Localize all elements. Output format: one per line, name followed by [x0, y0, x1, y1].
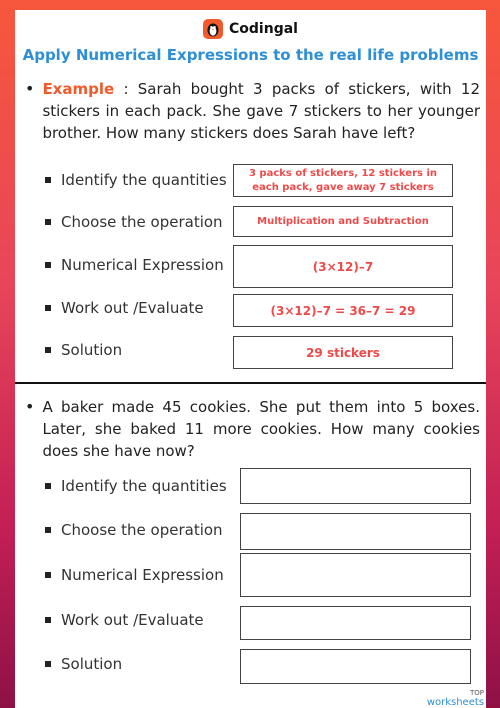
- example-question: • Example : Sarah bought 3 packs of stickers, with 12 stickers in each pack. She gave 7 stickers to her younger brother. How many stickers does Sarah have left?: [25, 79, 481, 142]
- example-answer-evaluate: (3×12)–7 = 36–7 = 29: [233, 294, 453, 327]
- brand-name: Codingal: [229, 21, 298, 37]
- bullet-icon: •: [25, 79, 35, 98]
- worksheet-page: [15, 10, 486, 708]
- example-answer-solution: 29 stickers: [233, 336, 453, 369]
- exercise-question-text: A baker made 45 cookies. She put them into 5 boxes. Later, she baked 11 more cookies. How many cookies does she have now?: [42, 398, 480, 460]
- topworksheets-watermark: TOP worksheets: [426, 689, 484, 708]
- worksheet-title: Apply Numerical Expressions to the real life problems: [22, 46, 479, 64]
- exercise-step-evaluate: Work out /Evaluate: [45, 605, 204, 635]
- square-bullet-icon: [45, 347, 51, 353]
- bullet-icon: •: [25, 397, 35, 416]
- exercise-answer-solution[interactable]: [240, 649, 471, 684]
- exercise-question: [25, 396, 480, 462]
- section-divider: [15, 382, 486, 384]
- example-question-text: Sarah bought 3 packs of stickers, with 12 stickers in each pack. She gave 7 stickers to her younger brother. How many stickers does Sarah have left?: [42, 80, 481, 142]
- example-step-evaluate: Work out /Evaluate: [45, 293, 204, 323]
- square-bullet-icon: [45, 661, 51, 667]
- square-bullet-icon: [45, 219, 51, 225]
- square-bullet-icon: [45, 262, 51, 268]
- exercise-answer-evaluate[interactable]: [240, 606, 471, 640]
- exercise-answer-expression[interactable]: [240, 553, 471, 597]
- exercise-step-expression: Numerical Expression: [45, 560, 224, 590]
- square-bullet-icon: [45, 617, 51, 623]
- exercise-step-operation: Choose the operation: [45, 515, 223, 545]
- example-step-quantities: Identify the quantities: [45, 165, 227, 195]
- example-answer-expression: (3×12)–7: [233, 245, 453, 288]
- square-bullet-icon: [45, 483, 51, 489]
- exercise-step-quantities: Identify the quantities: [45, 471, 227, 501]
- example-step-operation: Choose the operation: [45, 207, 223, 237]
- square-bullet-icon: [45, 177, 51, 183]
- example-label: Example: [42, 80, 115, 98]
- square-bullet-icon: [45, 527, 51, 533]
- exercise-answer-operation[interactable]: [240, 513, 471, 550]
- example-answer-operation: Multiplication and Subtraction: [233, 206, 453, 237]
- exercise-answer-quantities[interactable]: [240, 468, 471, 504]
- exercise-step-solution: Solution: [45, 649, 122, 679]
- example-step-solution: Solution: [45, 335, 122, 365]
- brand-header: [15, 16, 486, 42]
- square-bullet-icon: [45, 305, 51, 311]
- square-bullet-icon: [45, 572, 51, 578]
- example-step-expression: Numerical Expression: [45, 250, 224, 280]
- example-answer-quantities: 3 packs of stickers, 12 stickers in each pack, gave away 7 stickers: [233, 164, 453, 197]
- penguin-logo-icon: [203, 19, 223, 39]
